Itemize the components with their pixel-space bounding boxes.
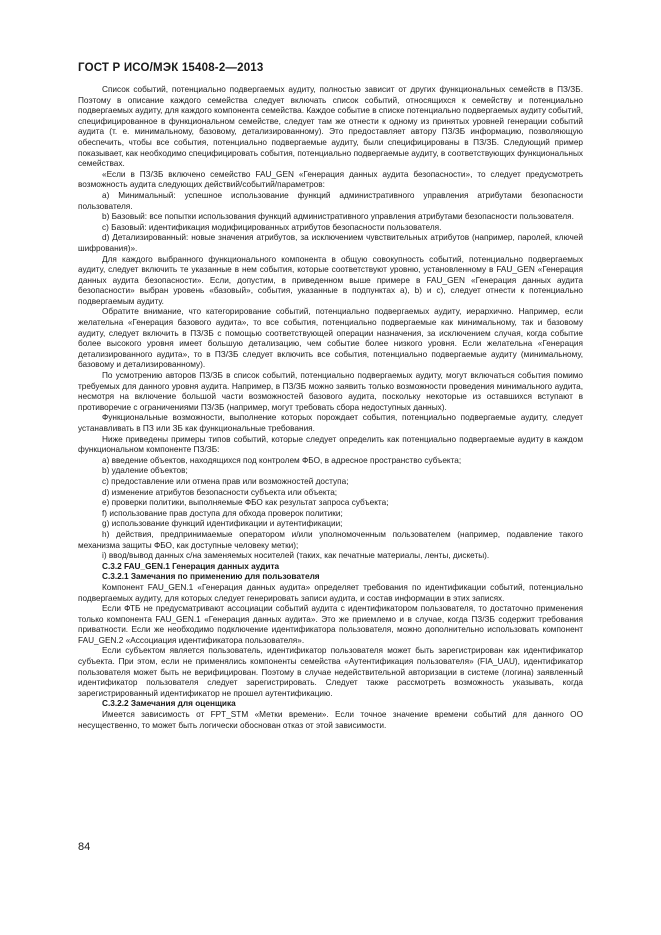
list-item: e) проверки политики, выполняемые ФБО как результат запроса субъекта; bbox=[102, 498, 389, 508]
paragraph: d) Детализированный: новые значения атрибутов, за исключением чувствительных атрибутов (например, паролей, ключей шифрования)». bbox=[78, 233, 583, 253]
section-heading: C.3.2.2 Замечания для оценщика bbox=[102, 699, 236, 709]
list-item: d) изменение атрибутов безопасности субъекта или объекта; bbox=[102, 487, 338, 497]
paragraph: Имеется зависимость от FPT_STM «Метки времени». Если точное значение времени событий для данного ОО несущественно, то может быть логически обоснован отказ от этой зависимости. bbox=[78, 710, 583, 730]
list-item: g) использование функций идентификации и аутентификации; bbox=[102, 519, 343, 529]
list-item: h) действия, предпринимаемые оператором и/или уполномоченным пользователем (например, подавление такого механизма защиты ФБО, как доступные человеку метки); bbox=[78, 529, 583, 550]
paragraph: По усмотрению авторов ПЗ/ЗБ в список событий, потенциально подвергаемых аудиту, могут включаться события помимо требуемых для данного уровня аудита. Например, в ПЗ/ЗБ можно заявить только возможности проведения минимального аудита, несмотря на включение большой части возможностей базового аудита, поскольку некоторые из оставшихся вступают в противоречие с ограничениями ПЗ/ЗБ (например, могут требовать сбора недоступных данных). bbox=[78, 371, 583, 412]
document-header: ГОСТ Р ИСО/МЭК 15408-2—2013 bbox=[78, 62, 264, 74]
list-item: f) использование прав доступа для обхода проверок политики; bbox=[102, 508, 343, 518]
paragraph: Ниже приведены примеры типов событий, которые следует определить как потенциально подвергаемые аудиту в каждом функциональном компоненте ПЗ/ЗБ: bbox=[78, 434, 583, 455]
section-heading: C.3.2 FAU_GEN.1 Генерация данных аудита bbox=[102, 561, 280, 571]
list-item: c) предоставление или отмена прав или возможностей доступа; bbox=[102, 476, 349, 486]
section-heading: C.3.2.1 Замечания по применению для пользователя bbox=[102, 572, 320, 582]
list-item: b) удаление объектов; bbox=[102, 466, 188, 476]
paragraph: c) Базовый: идентификация модифицированных атрибутов безопасности пользователя. bbox=[102, 222, 442, 232]
paragraph: a) Минимальный: успешное использование функций административного управления атрибутами безопасности пользователя. bbox=[78, 190, 583, 211]
paragraph: b) Базовый: все попытки использования функций административного управления атрибутами безопасности пользователя. bbox=[102, 212, 574, 222]
paragraph: Если субъектом является пользователь, идентификатор пользователя может быть зарегистрирован как идентификатор субъекта. При этом, если не применялись компоненты семейства «Аутентификация пользователя» (FIA_UAU), идентификатор пользователя может быть не верифицирован. Поэтому в случае недействительной авторизации в системе (логина) заявленный идентификатор пользователя следует зарегистрировать. Следует также рассмотреть возможность указывать, когда зарегистрированный идентификатор не прошел аутентификацию. bbox=[78, 646, 583, 698]
paragraph: Функциональные возможности, выполнение которых порождает события, потенциально подвергаемые аудиту, следует устанавливать в ПЗ или ЗБ как функциональные требования. bbox=[78, 413, 583, 433]
list-item: i) ввод/вывод данных с/на заменяемых носителей (таких, как печатные материалы, ленты, дискеты). bbox=[102, 551, 490, 561]
paragraph: Для каждого выбранного функционального компонента в общую совокупность событий, потенциально подвергаемых аудиту, следует включить те указанные в нем события, которые соответствуют уровню, установленному в FAU_GEN «Генерация данных аудита безопасности». Если, допустим, в приведенном выше примере в FAU_GEN «Генерация данных аудита безопасности» выбран уровень «базовый», события, указанные в подпунктах а), b) и с), следует отнести к потенциально подвергаемым аудиту. bbox=[78, 254, 583, 306]
paragraph: Если ФТБ не предусматривают ассоциации событий аудита с идентификатором пользователя, то достаточно применения только компонента FAU_GEN.1 «Генерация данных аудита». Это же приемлемо и в случае, когда ПЗ/ЗБ содержит требования приватности. Если же необходимо подключение идентификатора пользователя, можно дополнительно использовать компонент FAU_GEN.2 «Ассоциация идентификатора пользователя». bbox=[78, 604, 583, 645]
paragraph: Компонент FAU_GEN.1 «Генерация данных аудита» определяет требования по идентификации событий, потенциально подвергаемых аудиту, для которых следует генерировать записи аудита, и состав информации в этих записях. bbox=[78, 582, 583, 603]
paragraph: «Если в ПЗ/ЗБ включено семейство FAU_GEN «Генерация данных аудита безопасности», то следует предусмотреть возможность аудита следующих действий/событий/параметров: bbox=[78, 169, 583, 190]
document-body bbox=[78, 85, 583, 731]
list-item: a) введение объектов, находящихся под контролем ФБО, в адресное пространство субъекта; bbox=[102, 455, 462, 465]
paragraph: Список событий, потенциально подвергаемых аудиту, полностью зависит от других функциональных семейств в ПЗ/ЗБ. Поэтому в описание каждого семейства следует включать список событий, относящихся к семейству и потенциально подвергаемых аудиту, для каждого компонента семейства. Каждое событие в списке потенциально подвергаемых аудиту событий, специфицированное в функциональном семействе, следует там же отнести к одному из принятых уровней генерации событий аудита (т. е. минимальному, базовому, детализированному). Это предоставляет автору ПЗ/ЗБ информацию, позволяющую обеспечить, чтобы все события, потенциально подвергаемые аудиту, были специфицированы в ПЗ/ЗБ. Следующий пример показывает, как необходимо специфицировать события, потенциально подвергаемые аудиту, в соответствующих функциональных семействах. bbox=[78, 85, 583, 169]
page-number: 84 bbox=[78, 841, 91, 853]
paragraph: Обратите внимание, что категорирование событий, потенциально подвергаемых аудиту, иерархично. Например, если желательна «Генерация базового аудита», то все события, потенциально подвергаемые как минимальному, так и базовому аудиту, следует включить в ПЗ/ЗБ с помощью соответствующей операции назначения, за исключением случая, когда событие более высокого уровня имеет большую детализацию, чем событие более низкого уровня. Если желательна «Генерация детализированного аудита», то в ПЗ/ЗБ следует включить все события, потенциально подвергаемые аудиту (минимальному, базовому и детализированному). bbox=[78, 307, 583, 370]
